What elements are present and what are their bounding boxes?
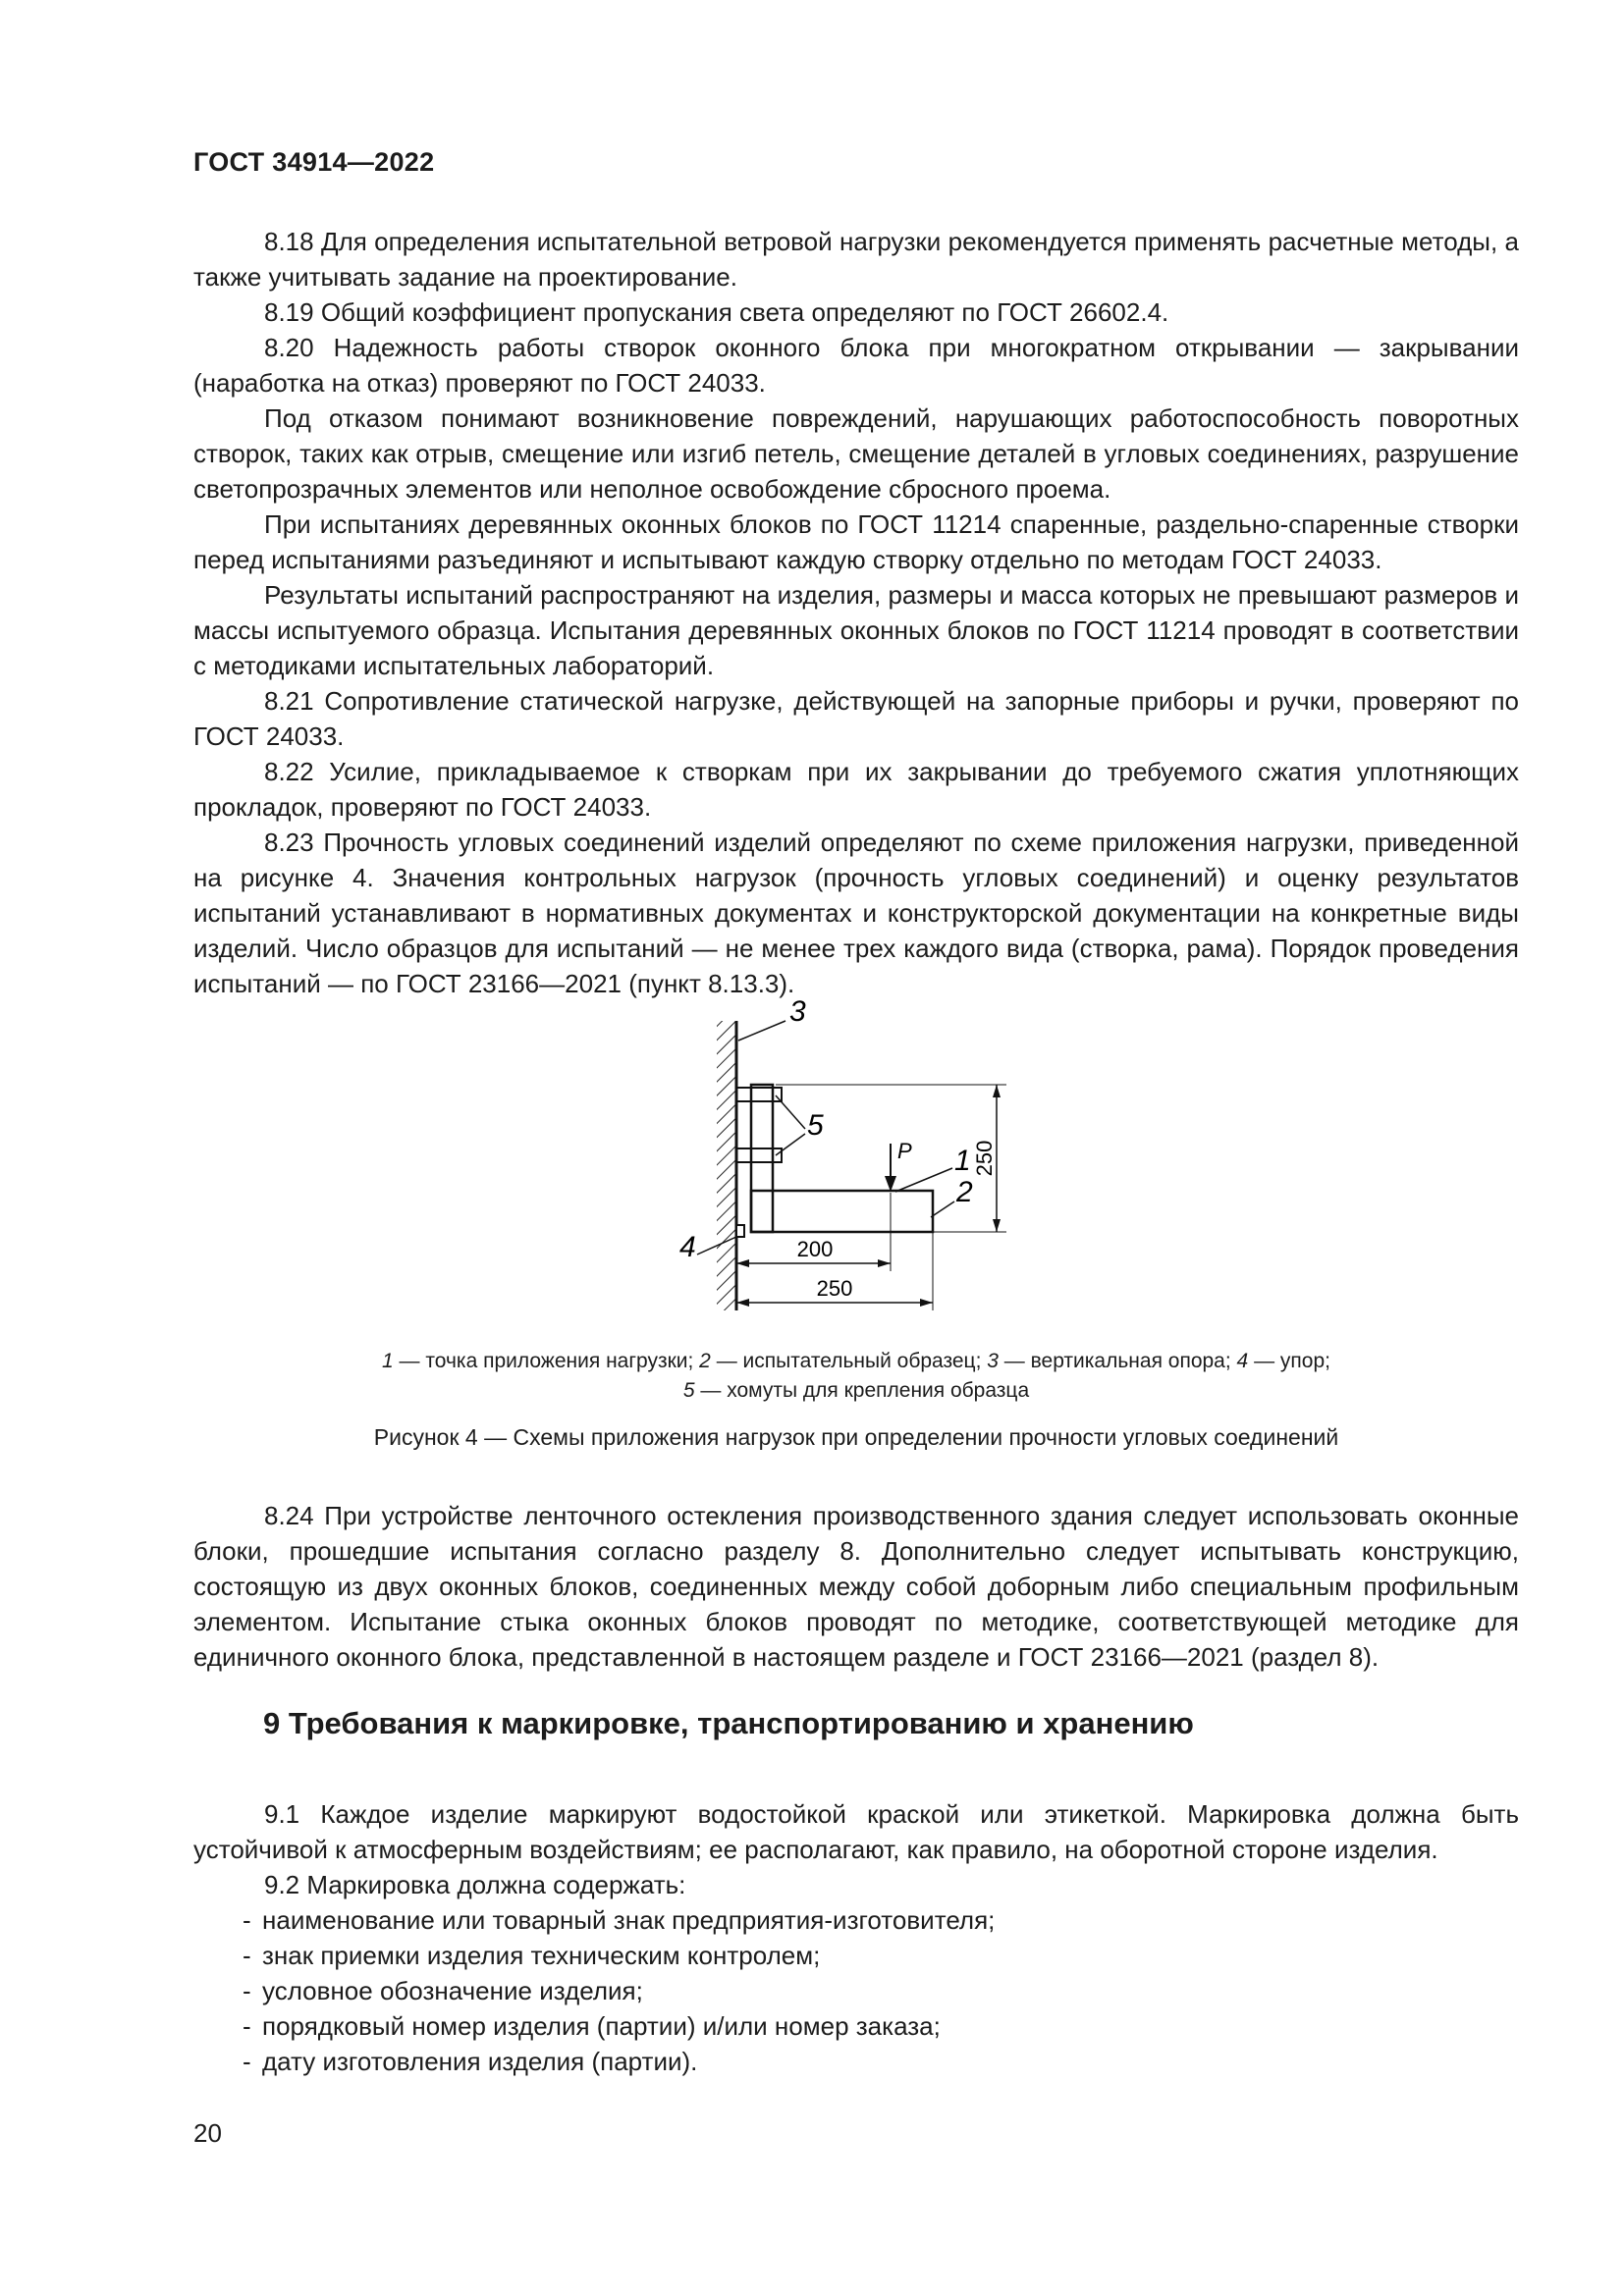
list-item: - знак приемки изделия техническим контролем; [243,1941,821,1970]
paragraph-8-22: 8.22 Усилие, прикладываемое к створкам при их закрывании до требуемого сжатия уплотняющих прокладок, проверяют по ГОСТ 24033. [193,757,1519,822]
label-4: 4 [679,1231,696,1263]
list-item-text: условное обозначение изделия; [262,1976,643,2005]
list-item: - дату изготовления изделия (партии). [243,2047,698,2076]
paragraph-8-24: 8.24 При устройстве ленточного остекления производственного здания следует использовать оконные блоки, прошедшие испытания согласно разделу 8. Дополнительно следует испытывать конструкцию, состоящую из двух оконных блоков, соединенных между собой доборным либо специальным профильным элементом. Испытание стыка оконных блоков проводят по методике, соответствующей методике для единичного оконного блока, представленной в настоящем разделе и ГОСТ 23166—2021 (раздел 8). [193,1501,1519,1672]
legend-text-3: — вертикальная опора; [998,1350,1237,1372]
paragraph-8-21: 8.21 Сопротивление статической нагрузке, действующей на запорные приборы и ручки, проверяют по ГОСТ 24033. [193,686,1519,751]
legend-num-1: 1 [382,1350,394,1372]
label-5: 5 [807,1109,824,1142]
figure-4-diagram [668,991,1080,1325]
section-9-body [193,1796,1519,2079]
dim-label-250-vertical: 250 [972,1140,997,1177]
section-8-lower [193,1498,1519,1675]
leader-3 [738,1021,785,1041]
legend-num-2: 2 [699,1350,711,1372]
list-item-text: порядковый номер изделия (партии) и/или номер заказа; [262,2011,941,2041]
legend-text-1: — точка приложения нагрузки; [393,1350,700,1372]
legend-text-4: — упор; [1248,1350,1330,1372]
leader-5b [776,1134,805,1155]
dim-arrow-vtop [993,1085,1001,1097]
list-item: - условное обозначение изделия; [243,1976,643,2005]
paragraph-9-1: 9.1 Каждое изделие маркируют водостойкой краской или этикеткой. Маркировка должна быть устойчивой к атмосферным воздействиям; ее располагают, как правило, на оборотной стороне изделия. [193,1799,1519,1864]
label-3: 3 [789,995,806,1028]
legend-line-1 [193,1347,1519,1376]
legend-num-3: 3 [987,1350,999,1372]
dim-arrow-200-left [736,1259,749,1267]
stop-block [736,1225,744,1237]
marking-requirements-list [193,1902,1519,2079]
paragraph-8-20: 8.20 Надежность работы створок оконного блока при многократном открывании — закрывании (наработка на отказ) проверяют по ГОСТ 24033. [193,333,1519,398]
clamp-lower [736,1148,782,1162]
label-1: 1 [954,1145,971,1177]
clamp-upper [736,1088,782,1101]
dim-label-250-horizontal: 250 [816,1276,853,1301]
section-8-upper [193,224,1519,1001]
list-item: - порядковый номер изделия (партии) и/или номер заказа; [243,2011,941,2041]
section-9-heading: 9 Требования к маркировке, транспортированию и хранению [263,1706,1194,1740]
dim-label-200: 200 [796,1237,834,1261]
leader-5a [776,1095,805,1129]
leader-1 [895,1168,952,1192]
wall-hatching [717,1021,736,1310]
dim-arrow-250-right [920,1299,933,1307]
list-item-text: знак приемки изделия техническим контролем; [262,1941,821,1970]
paragraph-8-19: 8.19 Общий коэффициент пропускания света определяют по ГОСТ 26602.4. [264,297,1169,327]
legend-text-2: — испытательный образец; [710,1350,988,1372]
legend-line-2 [193,1376,1519,1406]
paragraph-wooden-blocks: При испытаниях деревянных оконных блоков по ГОСТ 11214 спаренные, раздельно-спаренные створки перед испытаниями разъединяют и испытывают каждую створку отдельно по методам ГОСТ 24033. [193,509,1519,574]
paragraph-9-2: 9.2 Маркировка должна содержать: [264,1870,686,1899]
sample-horizontal [751,1191,933,1232]
list-item: - наименование или товарный знак предприятия-изготовителя; [243,1905,996,1935]
document-header: ГОСТ 34914—2022 [193,147,435,177]
figure-legend [193,1347,1519,1406]
load-scheme-drawing [668,991,1080,1325]
paragraph-results: Результаты испытаний распространяют на изделия, размеры и масса которых не превышают размеров и массы испытуемого образца. Испытания деревянных оконных блоков по ГОСТ 11214 проводят в соответствии с методиками испытательных лабораторий. [193,580,1519,680]
list-item-text: дату изготовления изделия (партии). [262,2047,698,2076]
legend-num-4: 4 [1236,1350,1249,1372]
paragraph-8-18: 8.18 Для определения испытательной ветровой нагрузки рекомендуется применять расчетные методы, а также учитывать задание на проектирование. [193,227,1519,292]
load-label: P [897,1139,912,1163]
page-number: 20 [193,2118,222,2148]
dim-arrow-250-left [736,1299,749,1307]
sample-vertical [751,1085,773,1232]
legend-text-5: — хомуты для крепления образца [694,1379,1030,1402]
legend-num-5: 5 [682,1379,695,1402]
dim-arrow-200-right [878,1259,891,1267]
paragraph-failure-definition: Под отказом понимают возникновение повреждений, нарушающих работоспособность поворотных створок, таких как отрыв, смещение или изгиб петель, смещение деталей в угловых соединениях, разрушение светопрозрачных элементов или неполное освобождение сбросного проема. [193,403,1519,504]
paragraph-8-23: 8.23 Прочность угловых соединений изделий определяют по схеме приложения нагрузки, приведенной на рисунке 4. Значения контрольных нагрузок (прочность угловых соединений) и оценку результатов испытаний устанавливают в нормативных документах и конструкторской документации на конкретные виды изделий. Число образцов для испытаний — не менее трех каждого вида (створка, рама). Порядок проведения испытаний — по ГОСТ 23166—2021 (пункт 8.13.3). [193,828,1519,998]
figure-caption: Рисунок 4 — Схемы приложения нагрузок при определении прочности угловых соединений [373,1424,1339,1450]
list-item-text: наименование или товарный знак предприятия-изготовителя; [262,1905,996,1935]
load-arrow-head [885,1176,896,1192]
leader-2 [931,1201,954,1217]
label-2: 2 [956,1176,973,1208]
dim-arrow-vbottom [993,1219,1001,1232]
